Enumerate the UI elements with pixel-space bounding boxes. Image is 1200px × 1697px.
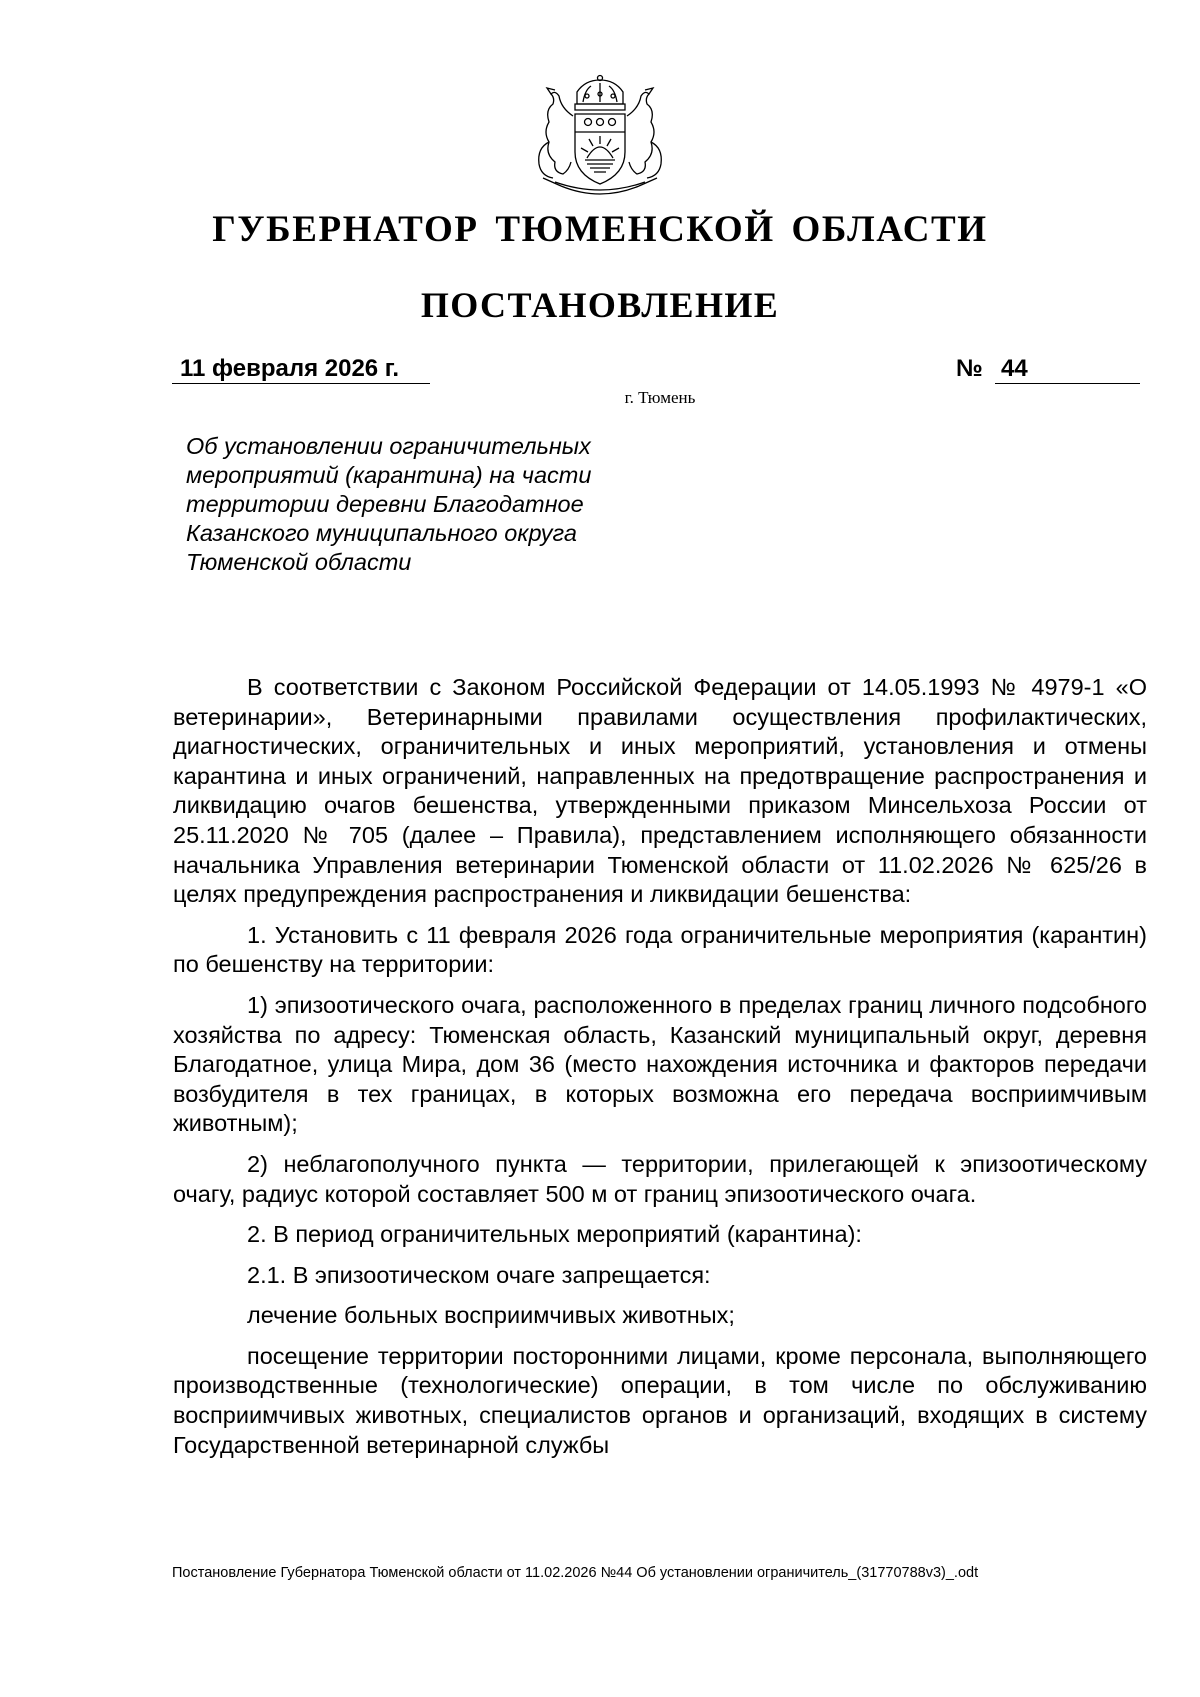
organization-heading: ГУБЕРНАТОР ТЮМЕНСКОЙ ОБЛАСТИ xyxy=(212,209,988,250)
body-paragraph: 1) эпизоотического очага, расположенного в пределах границ личного подсобного хозяйства по адресу: Тюменская область, Казанский муниципальный округ, деревня Благодатное, улица Мира, дом 36 (место нахождения источника и факторов передачи возбудителя в тех границах, в которых возможна его передача восприимчивым животным); xyxy=(173,991,1147,1137)
coat-of-arms-icon xyxy=(525,74,675,202)
title-line: Казанского муниципального округа xyxy=(186,520,577,546)
title-line: мероприятий (карантина) на части xyxy=(186,462,592,488)
document-date: 11 февраля 2026 г. xyxy=(172,355,430,384)
page-footer: Постановление Губернатора Тюменской области от 11.02.2026 №44 Об установлении ограничитель_(31770788v3)_.odt xyxy=(172,1565,979,1581)
document-title xyxy=(186,432,656,577)
body-paragraph: В соответствии с Законом Российской Федерации от 14.05.1993 № 4979-1 «О ветеринарии», Ветеринарными правилами осуществления профилактических, диагностических, ограничительных и иных мероприятий, установления и отмены карантина и иных ограничений, направленных на предотвращение распространения и ликвидацию очагов бешенства, утвержденными приказом Минсельхоза России от 25.11.2020 № 705 (далее – Правила), представлением исполняющего обязанности начальника Управления ветеринарии Тюменской области от 11.02.2026 № 625/26 в целях предупреждения распространения и ликвидации бешенства: xyxy=(173,674,1147,908)
document-city: г. Тюмень xyxy=(624,388,696,407)
body-paragraph: 1. Установить с 11 февраля 2026 года ограничительные мероприятия (карантин) по бешенству на территории: xyxy=(173,921,1147,978)
body-paragraph: 2) неблагополучного пункта — территории, прилегающей к эпизоотическому очагу, радиус которой составляет 500 м от границ эпизоотического очага. xyxy=(173,1150,1147,1207)
body-paragraph: 2.1. В эпизоотическом очаге запрещается: xyxy=(247,1261,711,1288)
title-line: Об установлении ограничительных xyxy=(186,433,591,459)
document-type-heading: ПОСТАНОВЛЕНИЕ xyxy=(420,285,780,325)
title-line: Тюменской области xyxy=(186,549,412,575)
body-paragraph: лечение больных восприимчивых животных; xyxy=(247,1302,735,1329)
body-paragraph: 2. В период ограничительных мероприятий (карантина): xyxy=(247,1221,862,1248)
document-number: 44 xyxy=(995,355,1140,384)
body-paragraph: посещение территории посторонними лицами, кроме персонала, выполняющего производственные (технологические) операции, в том числе по обслуживанию восприимчивых животных, специалистов органов и организаций, входящих в систему Государственной ветеринарной службы xyxy=(173,1342,1147,1458)
document-number-sign: № xyxy=(956,355,983,382)
document-body xyxy=(173,673,1147,1460)
title-line: территории деревни Благодатное xyxy=(186,491,584,517)
